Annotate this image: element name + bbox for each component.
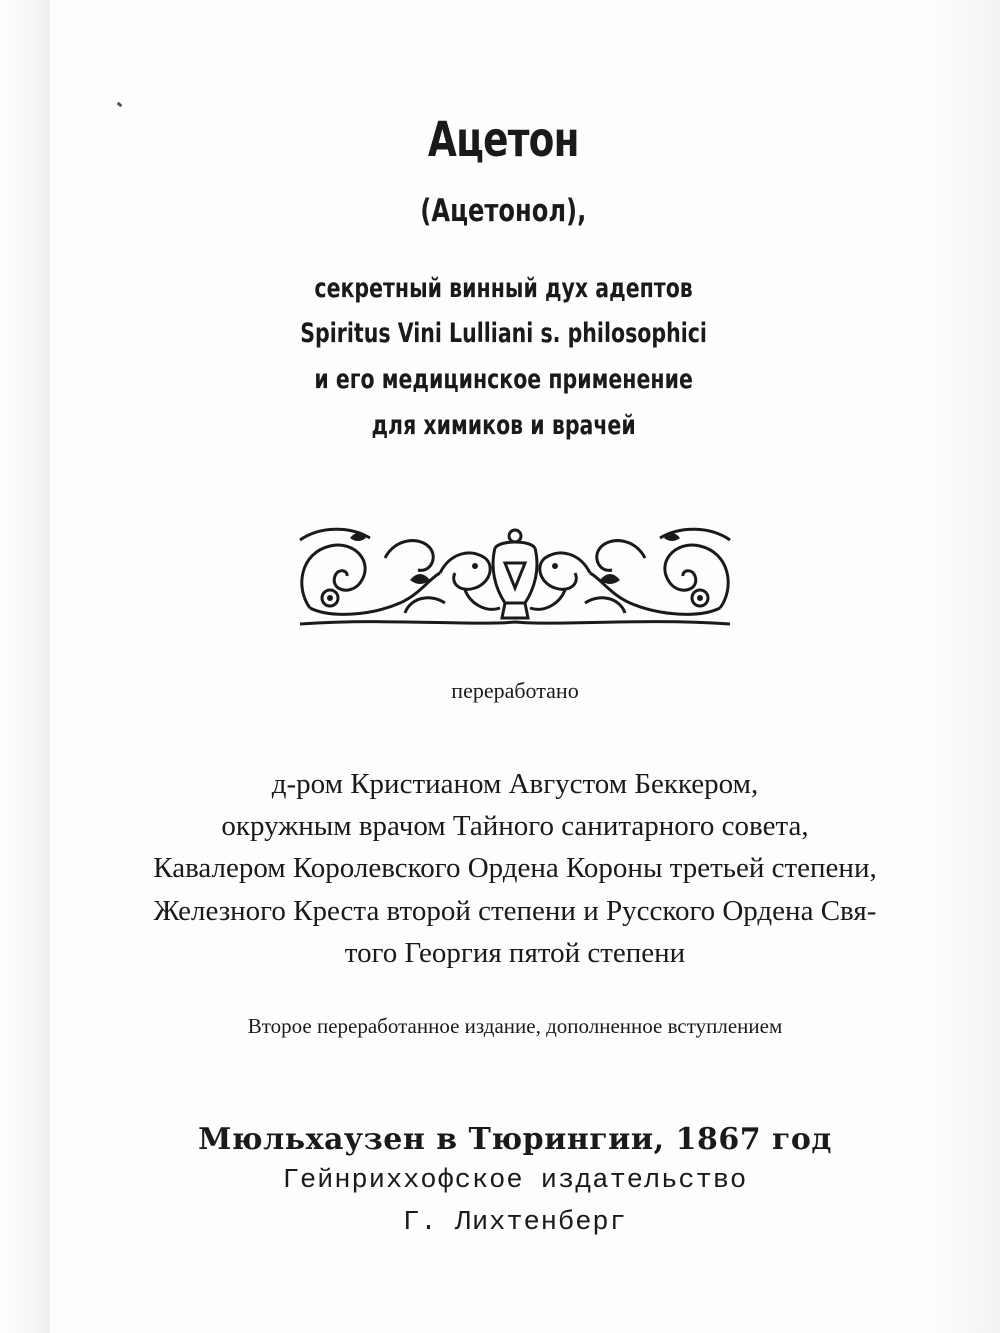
reworked-label: переработано: [451, 678, 579, 703]
edition-note: Второе переработанное издание, дополненное вступлением: [247, 1014, 783, 1038]
speck-mark: [117, 102, 123, 108]
description-line-4: для химиков и врачей: [371, 410, 636, 441]
author-line-2: окружным врачом Тайного санитарного совета,: [221, 810, 809, 842]
description-line-1: секретный винный дух адептов: [314, 273, 693, 304]
imprint-printer: Г. Лихтенберг: [403, 1208, 627, 1238]
author-line-5: того Георгия пятой степени: [344, 937, 686, 969]
author-line-3: Кавалером Королевского Ордена Короны третьей степени,: [153, 852, 877, 884]
book-subtitle: (Ацетонол),: [420, 193, 587, 229]
imprint-city-year: Мюльхаузен в Тюрингии, 1867 год: [198, 1122, 832, 1157]
description-line-2: Spiritus Vini Lulliani s. philosophici: [300, 318, 707, 349]
book-title: Ацетон: [427, 112, 579, 168]
floral-vignette-ornament-icon: [290, 518, 740, 630]
description-line-3: и его медицинское применение: [314, 364, 693, 395]
author-line-4: Железного Креста второй степени и Русского Ордена Свя-: [153, 895, 877, 927]
imprint-publisher: Гейнриххофское издательство: [282, 1166, 748, 1196]
author-line-1: д-ром Кристианом Августом Беккером,: [271, 768, 759, 800]
